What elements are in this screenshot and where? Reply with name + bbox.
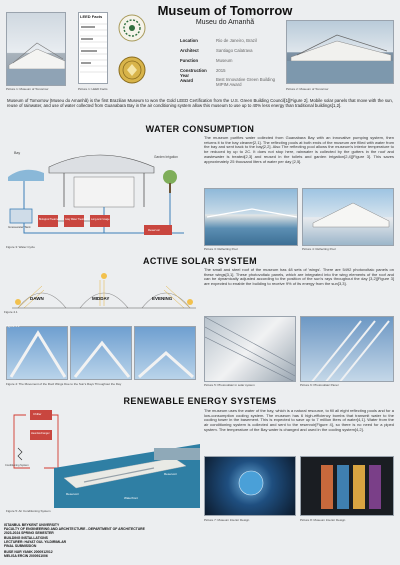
leed-gold-badge-icon <box>118 14 146 42</box>
solar-panel-icon <box>205 317 296 382</box>
roof-wing-photo-1 <box>6 326 68 380</box>
phase-label-dawn: DAWN <box>30 296 44 301</box>
info-row: Function Museum <box>180 58 233 63</box>
intro-paragraph: Museum of Tomorrow (Museu do Amanhã) is the first Brazilian Museum to won the Gold LEED Certification from the U.S. Green Building Council[1][Figure 2]. Mobile solar panels that move with the sun, reuse of rainwater, and use of water collected from Guanabara Bay in the air conditioning system allow this museum to use up to 40% less energy than traditional buildings[1,2]. <box>7 98 393 109</box>
submission-footer <box>4 523 145 559</box>
museum-photo-right <box>286 20 394 84</box>
interior-photo-2 <box>300 456 394 516</box>
water-cycle-diagram <box>4 137 200 253</box>
photo-caption: Picture 5: Photovoltaic in solar system <box>204 383 255 387</box>
screen-grid-icon <box>301 457 394 516</box>
aerial-label: Reservoir <box>164 472 177 476</box>
page-subtitle: Museu do Amanhã <box>195 19 255 26</box>
phase-label-midday: MIDDAY <box>92 296 110 301</box>
footer-line: FINAL SUBMISSION <box>4 544 37 549</box>
treatment-box: Gray Water Treatment <box>65 218 89 221</box>
figure-label: Figure 4.2 <box>6 324 20 328</box>
photo-caption: Picture 3: Reflecting Pool <box>204 247 238 251</box>
photo-caption: Picture 2: Museum of Tomorrow <box>286 87 329 91</box>
treatment-box: Long-term Usage <box>91 218 110 221</box>
pool-icon <box>205 189 298 246</box>
info-row: Architect Santiago Calatrava <box>180 48 253 53</box>
museum-photo-left <box>6 12 66 86</box>
wing-detail-icon <box>301 317 394 382</box>
phase-label-evening: EVENING <box>152 296 173 301</box>
treatment-box: Biological Treatment <box>39 218 61 221</box>
footer-line: LECTURER: HAYAT GUL YILDIRIMLAR <box>4 539 67 544</box>
photo-caption: Picture 4: Reflecting Pool <box>302 247 336 251</box>
treatment-box: Reservoir <box>148 228 160 232</box>
museum-waterfront-icon <box>287 21 394 84</box>
footer-line: BUILDING INSTALLATIONS <box>4 535 48 540</box>
roof-wing-icon <box>71 327 132 380</box>
renewable-paragraph: The museum uses the water of the bay, which is a natural resource, to fill all eight reflecting pools and for a low-consumption cooling system. The museum has 6 high-efficiency bombs that transmit water to the cooling tower in the basement. This is expected to save up to 7 million liters of water[4,1]. Water from the air conditioning system is collected and sent to the reservoir[Figure 4], so there is no need for a piped system. The temperature of the Bay water is changed and used in the cooling system[4,2]. <box>204 408 394 432</box>
diagram-caption: Figure 3: Water Cycle <box>6 245 35 249</box>
section-title-water: WATER CONSUMPTION <box>145 124 255 134</box>
photo-caption: Picture 1: LEED Facts <box>78 87 108 91</box>
reflecting-pool-photo-2 <box>302 188 394 246</box>
water-paragraph: The museum purifies water collected from Guanabara Bay with an innovative pumping system, then returns it to the bay cleaner[2,1]. The reflecting pools at both ends of the museum are filled with water from the bay and sent back to the bay[2,2]. Also The reflecting pool allows the museum's interior temperature to be reduced by up to 2C. It does not stop here, rainwater is collected by the gutters in the roof and wastewater is treated[2,3] and reused in the toilets and garden irrigation[2,4][Figure 3]. This saves approximately 25 thousand liters of water per day [2,5]. <box>204 135 394 164</box>
figure-label: Figure 4.1 <box>4 310 18 314</box>
interior-photo-1 <box>204 456 296 516</box>
reflecting-pool-photo-1 <box>204 188 298 246</box>
project-info <box>180 38 280 92</box>
roof-wing-photo-3 <box>134 326 196 380</box>
garden-label: Garden Irrigation <box>154 155 178 159</box>
info-row: Award Best Innovative Green Building MIPIM Award <box>180 77 275 87</box>
page-title: Museum of Tomorrow <box>157 3 293 18</box>
loop-label: Conditioning System <box>5 464 29 467</box>
leed-facts-card <box>78 12 108 84</box>
photo-caption: Picture 6: Photovoltaic Panel <box>300 383 339 387</box>
museum-wing-icon <box>303 189 394 246</box>
diagram-caption: Figure 5: Air Conditioning System <box>6 509 51 513</box>
roof-wing-photo-2 <box>70 326 132 380</box>
tank-label: Gracewater Tank <box>8 225 31 229</box>
footer-line: MELISA ERCIN 2000911006 <box>4 554 48 559</box>
air-conditioning-diagram <box>4 408 200 514</box>
museum-silhouette-icon <box>7 13 66 86</box>
loop-label: Heat Exchanger <box>31 432 50 435</box>
info-row: Construction Year 2015 <box>180 68 226 78</box>
aerial-label: Reservoir <box>66 492 79 496</box>
section-title-renewable: RENEWABLE ENERGY SYSTEMS <box>123 396 277 406</box>
footer-line: BUSE NUR YANIK 2000912012 <box>4 550 53 555</box>
leed-title: LEED Facts <box>80 14 103 19</box>
photo-caption: Picture 8: Museum Interior Design <box>300 518 346 522</box>
mipim-award-icon <box>118 56 146 84</box>
bay-label: Bay <box>14 151 21 155</box>
solar-paragraph: The small and steel roof of the museum has 48 sets of 'wings'. There are 5492 photovoltaic panels on these wings[3,1]. These photovoltaic panels, which are integrated into the wing elements of the roof and can be dynamically adjusted according to the position of the sun's rays throughout the day [3,2][Figure 3] are expected to enable the building to receive 9% of its energy from the sun[3,3]. <box>204 267 394 287</box>
loop-label: Chiller <box>33 412 42 416</box>
aerial-label: Waterfront <box>124 496 138 500</box>
leed-table-icon <box>79 20 108 80</box>
footer-line: 2023-2024 SPRING SEMESTER <box>4 531 54 536</box>
globe-icon <box>205 457 296 516</box>
footer-line: FACULTY OF ENGINEERING AND ARCHITECTURE - DEPARTMENT OF ARCHITECTURE <box>4 527 145 532</box>
figure-caption: Figure 4: The Movement of the Roof Wings Due to the Sun's Rays Throughout the Day <box>6 382 122 386</box>
roof-wing-icon <box>135 327 196 380</box>
photo-caption: Picture 7: Museum Interior Design <box>204 518 250 522</box>
info-row: Location Rio de Janeiro, Brazil <box>180 38 257 43</box>
solar-movement-diagram <box>4 268 200 324</box>
photovoltaic-photo-2 <box>300 316 394 382</box>
section-title-solar: ACTIVE SOLAR SYSTEM <box>142 256 258 266</box>
footer-line: ISTANBUL BEYKENT UNIVERSITY <box>4 523 60 527</box>
photovoltaic-photo-1 <box>204 316 296 382</box>
photo-caption: Picture 1: Museum of Tomorrow <box>6 87 49 91</box>
roof-wing-icon <box>7 327 68 380</box>
